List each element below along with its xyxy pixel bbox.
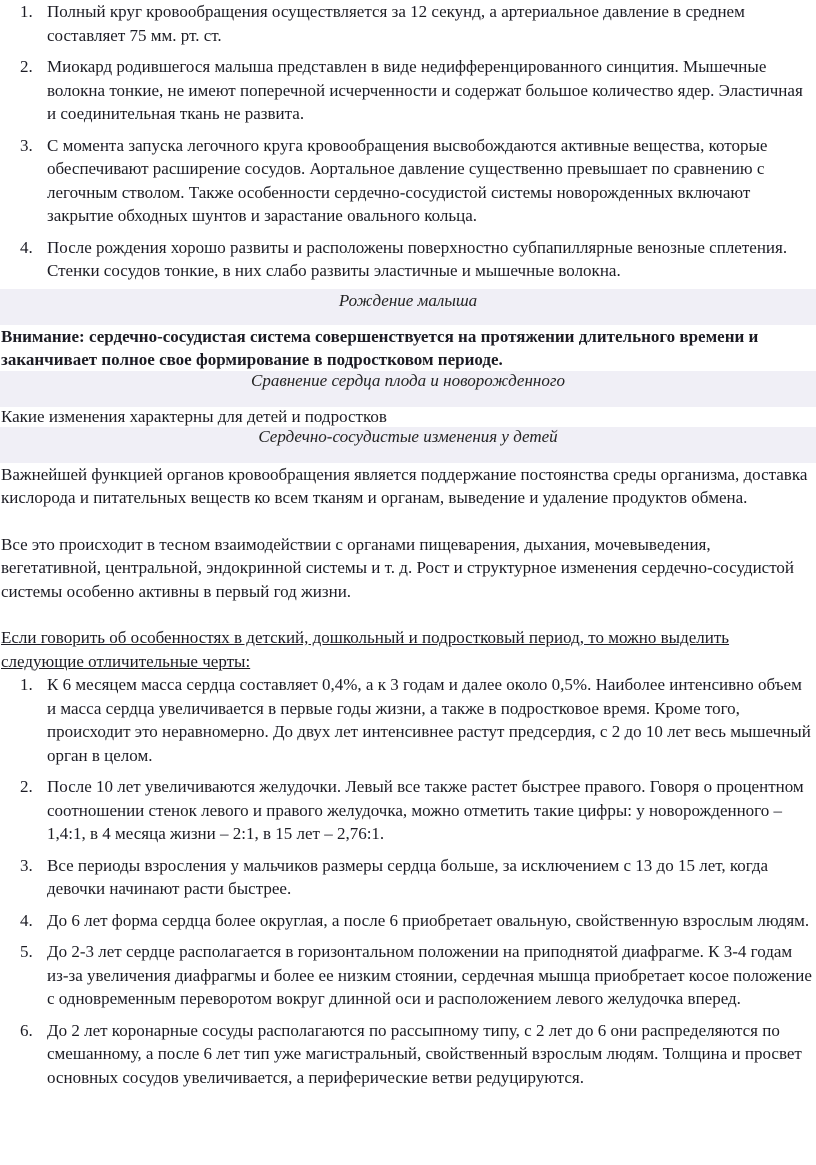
section-question: Какие изменения характерны для детей и подростков xyxy=(1,406,387,426)
list-number: 3. xyxy=(20,135,33,155)
list-item-text: После рождения хорошо развиты и расположены поверхностно субпапиллярные венозные сплетения. Стенки сосудов тонкие, в них слабо развиты эластичные и мышечные волокна. xyxy=(47,237,788,280)
list-item-text: До 2-3 лет сердце располагается в горизонтальном положении на приподнятой диафрагме. К 3-4 годам из-за увеличения диафрагмы и более ее низким стоянии, сердечная мышца приобретает косое положение с одновременным переворотом вокруг длинной оси и расположением левого желудочка вперед. xyxy=(47,942,812,1008)
list-item-text: К 6 месяцем масса сердца составляет 0,4%, а к 3 годам и далее около 0,5%. Наиболее интенсивно объем и масса сердца увеличивается в первые годы жизни, а также в подростковое время. Кроме того, происходит это неравномерно. До двух лет интенсивнее растут предсердия, с 2 до 10 лет весь мышечный орган в целом. xyxy=(47,675,811,765)
paragraph-functions: Важнейшей функцией органов кровообращения является поддержание постоянства среды организма, доставка кислорода и питательных веществ ко всем тканям и органам, выведение и удаление продуктов обмена. xyxy=(1,464,808,507)
list-item xyxy=(0,55,816,126)
list-item-text: До 6 лет форма сердца более округлая, а после 6 приобретает овальную, свойственную взрослым людям. xyxy=(47,910,810,930)
list-item xyxy=(0,236,816,283)
list-item xyxy=(0,775,816,846)
list-item xyxy=(0,1019,816,1090)
newborn-features-list xyxy=(0,0,816,283)
list-number: 3. xyxy=(20,855,33,875)
list-item xyxy=(0,673,816,767)
image-caption-birth: Рождение малыша xyxy=(0,289,816,325)
list-item-text: После 10 лет увеличиваются желудочки. Левый все также растет быстрее правого. Говоря о процентном соотношении стенок левого и правого желудочка, можно отметить такие цифры: у новорожденного – 1,4:1, в 4 месяца жизни – 2:1, в 15 лет – 2,76:1. xyxy=(47,777,804,843)
list-item xyxy=(0,940,816,1011)
image-caption-child-changes: Сердечно-сосудистые изменения у детей xyxy=(0,427,816,463)
list-number: 5. xyxy=(20,942,33,961)
list-item-text: Все периоды взросления у мальчиков размеры сердца больше, за исключением с 13 до 15 лет, когда девочки начинают расти быстрее. xyxy=(47,855,769,898)
list-number: 2. xyxy=(20,57,33,76)
list-item xyxy=(0,854,816,901)
image-caption-heart-comparison: Сравнение сердца плода и новорожденного xyxy=(0,371,816,407)
list-item-text: С момента запуска легочного круга кровообращения высвобождаются активные вещества, которые обеспечивают расширение сосудов. Аортальное давление существенно превышает по сравнению с легочным стволом. Также особенности сердечно-сосудистой системы новорожденных включают закрытие обходных шунтов и зарастание овального кольца. xyxy=(47,135,768,225)
list-number: 1. xyxy=(20,675,33,694)
list-number: 6. xyxy=(20,1020,33,1040)
features-intro: Если говорить об особенностях в детский, дошкольный и подростковый период, то можно выделить следующие отличительные черты: xyxy=(1,628,730,671)
list-item xyxy=(0,0,816,47)
list-number: 4. xyxy=(20,237,33,257)
paragraph-interaction: Все это происходит в тесном взаимодействии с органами пищеварения, дыхания, мочевыведения, вегетативной, центральной, эндокринной системы и т. д. Рост и структурное изменения сердечно-сосудистой системы особенно активны в первый год жизни. xyxy=(1,534,795,601)
list-item-text: До 2 лет коронарные сосуды располагаются по рассыпному типу, с 2 лет до 6 они распределяются по смешанному, а после 6 лет тип уже магистральный, свойственный взрослым людям. Толщина и просвет основных сосудов увеличивается, а периферические ветви редуцируются. xyxy=(47,1020,802,1087)
list-item-text: Полный круг кровообращения осуществляется за 12 секунд, а артериальное давление в среднем составляет 75 мм. рт. ст. xyxy=(47,2,745,45)
list-number: 4. xyxy=(20,910,33,930)
child-features-list xyxy=(0,673,816,1089)
list-item-text: Миокард родившегося малыша представлен в виде недифференцированного синцития. Мышечные волокна тонкие, не имеют поперечной исчерченности и содержат большое количество ядер. Эластичная и соединительная ткань не развита. xyxy=(47,57,803,123)
list-number: 2. xyxy=(20,777,33,796)
list-number: 1. xyxy=(20,2,33,21)
list-item xyxy=(0,134,816,228)
list-item xyxy=(0,909,816,933)
attention-note: Внимание: сердечно-сосудистая система совершенствуется на протяжении длительного времени и заканчивает полное свое формирование в подростковом периоде. xyxy=(1,326,759,369)
